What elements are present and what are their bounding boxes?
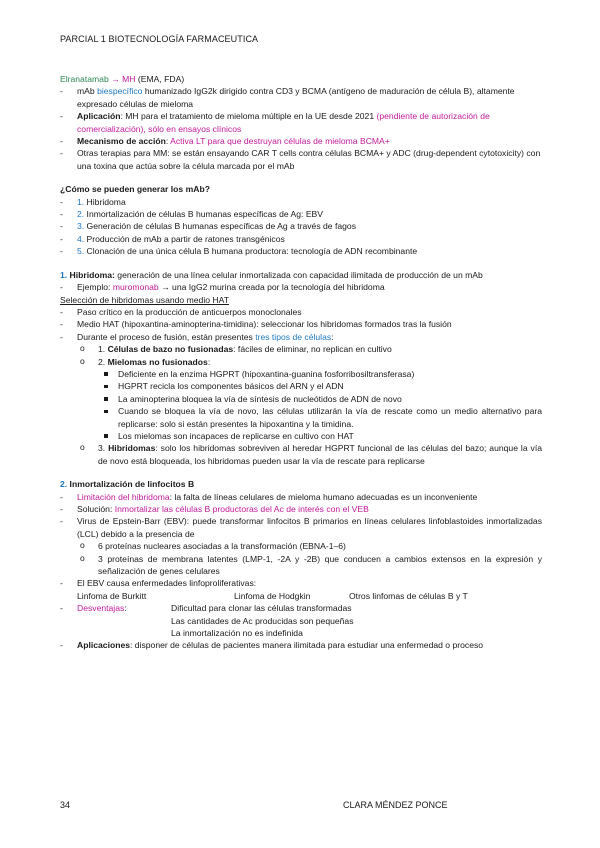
heading-label: Hibridoma: — [67, 269, 115, 280]
selection-bullet-1: - Paso crítico en la producción de anticuerpos monoclonales — [60, 306, 542, 318]
three-cell-types: tres tipos de células — [255, 331, 332, 342]
bispecific-term: biespecífico — [97, 86, 143, 97]
item-number: 2. — [77, 209, 85, 220]
drug-name: Elranatamab — [60, 74, 109, 84]
heading-number: 1. — [60, 269, 68, 280]
mechanism-text: Activa LT para que destruyan células de mieloma BCMA+ — [170, 136, 390, 147]
item-text: Clonación de una única célula B humana productora: tecnología de ADN recombinante — [84, 246, 418, 257]
page-content — [60, 73, 542, 652]
myeloma-point: Deficiente en la enzima HGPRT (hipoxantina-guanina fosforribosiltransferasa) — [60, 368, 542, 380]
text: : fáciles de eliminar, no replican en cultivo — [233, 344, 392, 355]
text: mAb — [77, 86, 98, 97]
elranatamab-bullet-3 — [60, 135, 542, 147]
inmortalizacion-heading — [60, 478, 542, 490]
generation-item — [60, 220, 542, 232]
diseases-intro: - El EBV causa enfermedades linfoproliferativas: — [60, 577, 542, 589]
disadvantages-label: Desventajas — [77, 603, 125, 614]
ebv-bullet: - Virus de Epstein-Barr (EBV): puede transformar linfocitos B primarios en líneas celulares linfoblastoides inmortalizadas (LCL) debido a la presencia de — [60, 515, 542, 540]
item-number: 1. — [77, 196, 85, 207]
text: Durante el proceso de fusión, están presentes — [77, 331, 256, 342]
item-text: Hibridoma — [84, 196, 126, 207]
disadvantages-label-wrap — [77, 602, 171, 614]
selection-bullet-3 — [60, 331, 542, 343]
hibridoma-heading — [60, 269, 542, 281]
disadvantage: Dificultad para clonar las células transformadas — [171, 603, 352, 614]
page-number: 34 — [60, 800, 71, 810]
selection-bullet-2: - Medio HAT (hipoxantina-aminopterina-timidina): seleccionar los hibridomas formados tras la fusión — [60, 318, 542, 330]
applications-bullet — [60, 639, 542, 651]
solution-text: Inmortalizar las células B productoras del Ac de interés con el VEB — [114, 504, 369, 514]
page-header: PARCIAL 1 BIOTECNOLOGÍA FARMACEUTICA — [60, 34, 259, 44]
author: CLARA MÉNDEZ PONCE — [343, 800, 448, 810]
heading-number: 2. — [60, 479, 68, 490]
elranatamab-bullet-2 — [60, 110, 542, 135]
text: : — [207, 356, 211, 367]
limitation-label: Limitación del hibridoma — [77, 491, 170, 502]
label: Células de bazo no fusionadas — [107, 344, 234, 355]
text: Ejemplo: — [77, 282, 113, 293]
elranatamab-bullet-4: - Otras terapias para MM: se están ensayando CAR T cells contra células BCMA+ y ADC (drug-dependent cytotoxicity) con una toxina que actúa sobre la célula marcada por el mAb — [60, 147, 542, 172]
disease: Linfoma de Hodgkin — [234, 590, 311, 601]
generation-item — [60, 196, 542, 208]
colon: : — [124, 603, 127, 614]
selection-title: Selección de hibridomas usando medio HAT — [60, 294, 229, 305]
label: Hibridomas — [108, 443, 156, 454]
label-mechanism: Mecanismo de acción — [77, 136, 166, 147]
elranatamab-bullet-1 — [60, 85, 542, 110]
generation-item — [60, 233, 542, 245]
myeloma-point: La aminopterina bloquea la vía de síntesis de nucleótidos de ADN de novo — [60, 393, 542, 405]
text: humanizado IgG2k dirigido contra CD3 y BCMA (antígeno de maduración de célula B), altamente expresado células de mieloma — [77, 86, 515, 109]
disease: Linfoma de Burkitt — [77, 590, 147, 601]
num: 2. — [98, 356, 108, 367]
generation-item — [60, 245, 542, 257]
item-text: Generación de células B humanas específicas de Ag a través de fagos — [84, 221, 356, 232]
item-number: 4. — [77, 233, 85, 244]
text: → una IgG2 murina creada por la tecnología del hibridoma — [158, 282, 385, 293]
text: : la falta de líneas celulares de mieloma humano adecuadas es un inconveniente — [169, 491, 478, 502]
muromonab: muromonab — [112, 282, 159, 293]
text: : solo los hibridomas sobreviven al heredar HGPRT funcional de las células del bazo; aunque la vía de novo está bloqueada, los hibridomas pueden usar la vía de rescate para replicarse — [98, 443, 542, 466]
limitation-bullet — [60, 491, 542, 503]
text: : MH para el tratamiento de mieloma múltiple en la UE desde 2021 — [120, 111, 377, 122]
text: : disponer de células de pacientes manera ilimitada para estudiar una enfermedad o proceso — [130, 640, 484, 651]
disadvantage: La inmortalización no es indefinida — [171, 628, 303, 639]
heading-text: generación de una línea celular inmortalizada con capacidad ilimitada de producción de un mAb — [114, 269, 483, 280]
label: Mielomas no fusionados — [107, 356, 208, 367]
myeloma-point: Los mielomas son incapaces de replicarse en cultivo con HAT — [60, 430, 542, 442]
heading-label: Inmortalización de linfocitos B — [67, 479, 195, 490]
arrow-mh: → MH — [111, 74, 136, 84]
elranatamab-heading — [60, 73, 542, 85]
solution-bullet — [60, 503, 542, 515]
hibridoma-example — [60, 281, 542, 293]
num: 3. — [98, 443, 109, 454]
cell-type-1 — [60, 343, 542, 355]
text: : — [331, 331, 334, 342]
disease: Otros linfomas de células B y T — [349, 590, 468, 601]
agencies: (EMA, FDA) — [135, 74, 185, 84]
cell-type-2 — [60, 356, 542, 368]
pending-note: (pendiente de autorización de comercialización), sólo en ensayos clínicos — [77, 111, 490, 134]
item-number: 3. — [77, 221, 85, 232]
text: Solución: — [77, 504, 115, 514]
item-text: Producción de mAb a partir de ratones transgénicos — [84, 233, 285, 244]
generation-item — [60, 208, 542, 220]
applications-label: Aplicaciones — [77, 640, 131, 651]
item-text: Inmortalización de células B humanas específicas de Ag: EBV — [84, 209, 324, 220]
myeloma-point: HGPRT recicla los componentes básicos del ARN y el ADN — [60, 380, 542, 392]
generation-title: ¿Cómo se pueden generar los mAb? — [60, 184, 210, 195]
ebv-protein-1: o 6 proteínas nucleares asociadas a la transformación (EBNA-1–6) — [60, 540, 542, 552]
cell-type-3 — [60, 442, 542, 467]
ebv-protein-2: o 3 proteínas de membrana latentes (LMP-1, -2A y -2B) que conducen a cambios extensos en la expresión y señalización de genes celulares — [60, 553, 542, 578]
disadvantage: Las cantidades de Ac producidas son pequeñas — [171, 615, 354, 626]
item-number: 5. — [77, 246, 85, 257]
num: 1. — [98, 344, 108, 355]
disadvantages-row — [60, 602, 542, 614]
diseases-row — [60, 590, 542, 602]
text: : — [165, 136, 171, 147]
label-application: Aplicación — [77, 111, 121, 122]
myeloma-point: Cuando se bloquea la vía de novo, las células utilizarán la vía de rescate como un medio alternativo para replicarse: solo si están presentes la hipoxantina y la timidina. — [60, 405, 542, 430]
